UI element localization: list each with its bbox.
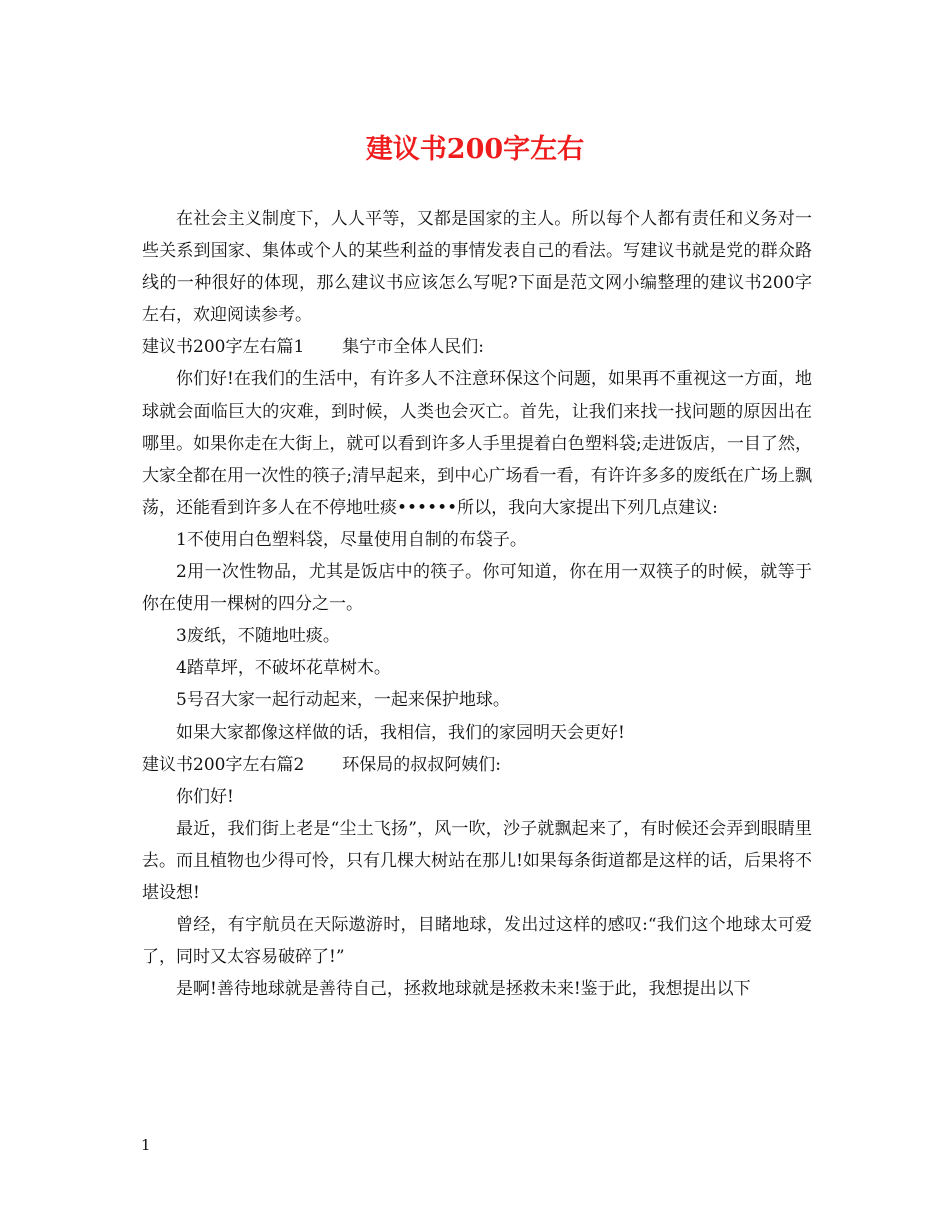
section-2-paragraph-4: 是啊!善待地球就是善待自己，拯救地球就是拯救未来!鉴于此，我想提出以下 [176,979,751,1000]
page-number: 1 [141,1136,151,1154]
section-2-heading-line [142,749,812,781]
section-2-salutation: 环保局的叔叔阿姨们: [342,754,501,775]
suggestion-item-2: 2用一次性物品，尤其是饭店中的筷子。你可知道，你在用一双筷子的时候，就等于你在使用一棵树的四分之一。 [142,562,812,615]
suggestion-item-1: 1不使用白色塑料袋，尽量使用自制的布袋子。 [176,529,527,550]
section-2-paragraph-1: 你们好! [176,786,234,807]
section-1-heading-line [142,331,812,363]
section-1-salutation: 集宁市全体人民们: [342,337,484,358]
section-2-paragraph-2: 最近，我们街上老是“尘土飞扬”，风一吹，沙子就飘起来了，有时候还会弄到眼睛里去。而且植物也少得可怜，只有几棵大树站在那儿!如果每条街道都是这样的话，后果将不堪设想! [142,818,812,903]
section-1-closing: 如果大家都像这样做的话，我相信，我们的家园明天会更好! [176,722,625,743]
section-1-greeting-paragraph: 你们好!在我们的生活中，有许多人不注意环保这个问题，如果再不重视这一方面，地球就会面临巨大的灾难，到时候，人类也会灭亡。首先，让我们来找一找问题的原因出在哪里。如果你走在大街上，就可以看到许多人手里提着白色塑料袋;走进饭店，一目了然，大家全都在用一次性的筷子;清早起来，到中心广场看一看，有许许多多的废纸在广场上飘荡，还能看到许多人在不停地吐痰••••••所以，我向大家提出下列几点建议: [142,369,812,518]
section-2-heading: 建议书200字左右篇2 [142,754,305,775]
suggestion-item-5: 5号召大家一起行动起来，一起来保护地球。 [176,690,510,711]
document-body [142,203,812,1005]
suggestion-item-3: 3废纸，不随地吐痰。 [176,626,340,647]
section-2-paragraph-3: 曾经，有宇航员在天际遨游时，目睹地球，发出过这样的感叹:“我们这个地球太可爱了，同时又太容易破碎了!” [142,915,812,968]
document-title: 建议书200字左右 [365,134,585,165]
suggestion-item-4: 4踏草坪，不破坏花草树木。 [176,658,391,679]
section-1-heading: 建议书200字左右篇1 [142,337,305,358]
intro-paragraph: 在社会主义制度下，人人平等，又都是国家的主人。所以每个人都有责任和义务对一些关系到国家、集体或个人的某些利益的事情发表自己的看法。写建议书就是党的群众路线的一种很好的体现，那么建议书应该怎么写呢?下面是范文网小编整理的建议书200字左右，欢迎阅读参考。 [142,209,812,326]
